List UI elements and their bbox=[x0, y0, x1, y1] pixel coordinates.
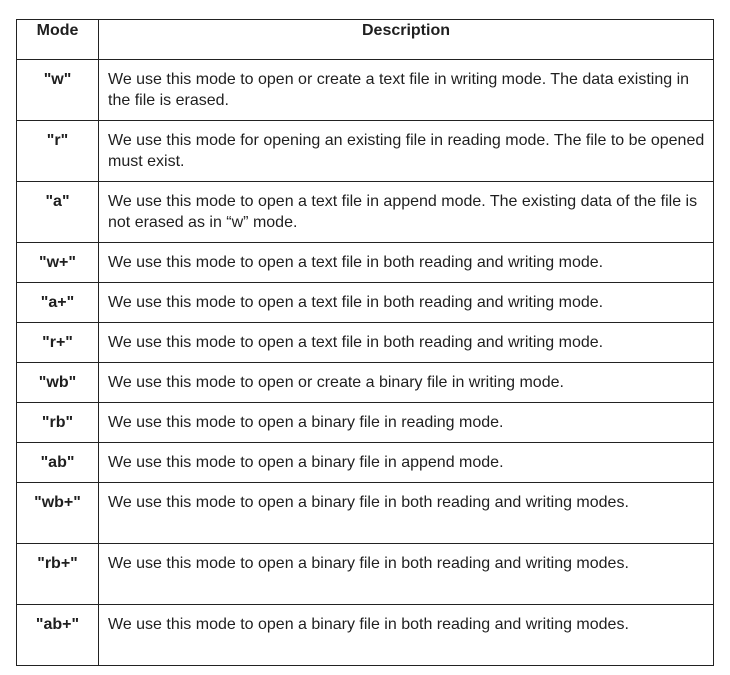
mode-cell: "r" bbox=[17, 121, 99, 182]
mode-cell: "w" bbox=[17, 60, 99, 121]
description-cell: We use this mode for opening an existing file in reading mode. The file to be opened must exist. bbox=[99, 121, 714, 182]
mode-cell: "rb" bbox=[17, 403, 99, 443]
table-row bbox=[17, 483, 714, 544]
mode-cell: "w+" bbox=[17, 243, 99, 283]
table-row bbox=[17, 443, 714, 483]
file-modes-table bbox=[16, 19, 714, 666]
mode-cell: "ab" bbox=[17, 443, 99, 483]
description-cell: We use this mode to open a binary file in both reading and writing modes. bbox=[99, 544, 714, 605]
table-row bbox=[17, 243, 714, 283]
description-cell: We use this mode to open a binary file in both reading and writing modes. bbox=[99, 605, 714, 666]
description-cell: We use this mode to open a binary file in reading mode. bbox=[99, 403, 714, 443]
table-row bbox=[17, 60, 714, 121]
table-header-row bbox=[17, 20, 714, 60]
table-row bbox=[17, 544, 714, 605]
description-cell: We use this mode to open a text file in both reading and writing mode. bbox=[99, 283, 714, 323]
mode-cell: "ab+" bbox=[17, 605, 99, 666]
description-cell: We use this mode to open a text file in both reading and writing mode. bbox=[99, 323, 714, 363]
header-description: Description bbox=[99, 20, 714, 60]
table-row bbox=[17, 363, 714, 403]
description-cell: We use this mode to open or create a binary file in writing mode. bbox=[99, 363, 714, 403]
table-row bbox=[17, 605, 714, 666]
description-cell: We use this mode to open a binary file in both reading and writing modes. bbox=[99, 483, 714, 544]
mode-cell: "a" bbox=[17, 182, 99, 243]
description-cell: We use this mode to open a text file in append mode. The existing data of the file is not erased as in “w” mode. bbox=[99, 182, 714, 243]
description-cell: We use this mode to open a text file in both reading and writing mode. bbox=[99, 243, 714, 283]
header-mode: Mode bbox=[17, 20, 99, 60]
table-row bbox=[17, 182, 714, 243]
description-cell: We use this mode to open or create a text file in writing mode. The data existing in the file is erased. bbox=[99, 60, 714, 121]
description-cell: We use this mode to open a binary file in append mode. bbox=[99, 443, 714, 483]
mode-cell: "rb+" bbox=[17, 544, 99, 605]
mode-cell: "a+" bbox=[17, 283, 99, 323]
table-row bbox=[17, 403, 714, 443]
mode-cell: "r+" bbox=[17, 323, 99, 363]
mode-cell: "wb+" bbox=[17, 483, 99, 544]
mode-cell: "wb" bbox=[17, 363, 99, 403]
table-row bbox=[17, 323, 714, 363]
table-row bbox=[17, 283, 714, 323]
table-row bbox=[17, 121, 714, 182]
